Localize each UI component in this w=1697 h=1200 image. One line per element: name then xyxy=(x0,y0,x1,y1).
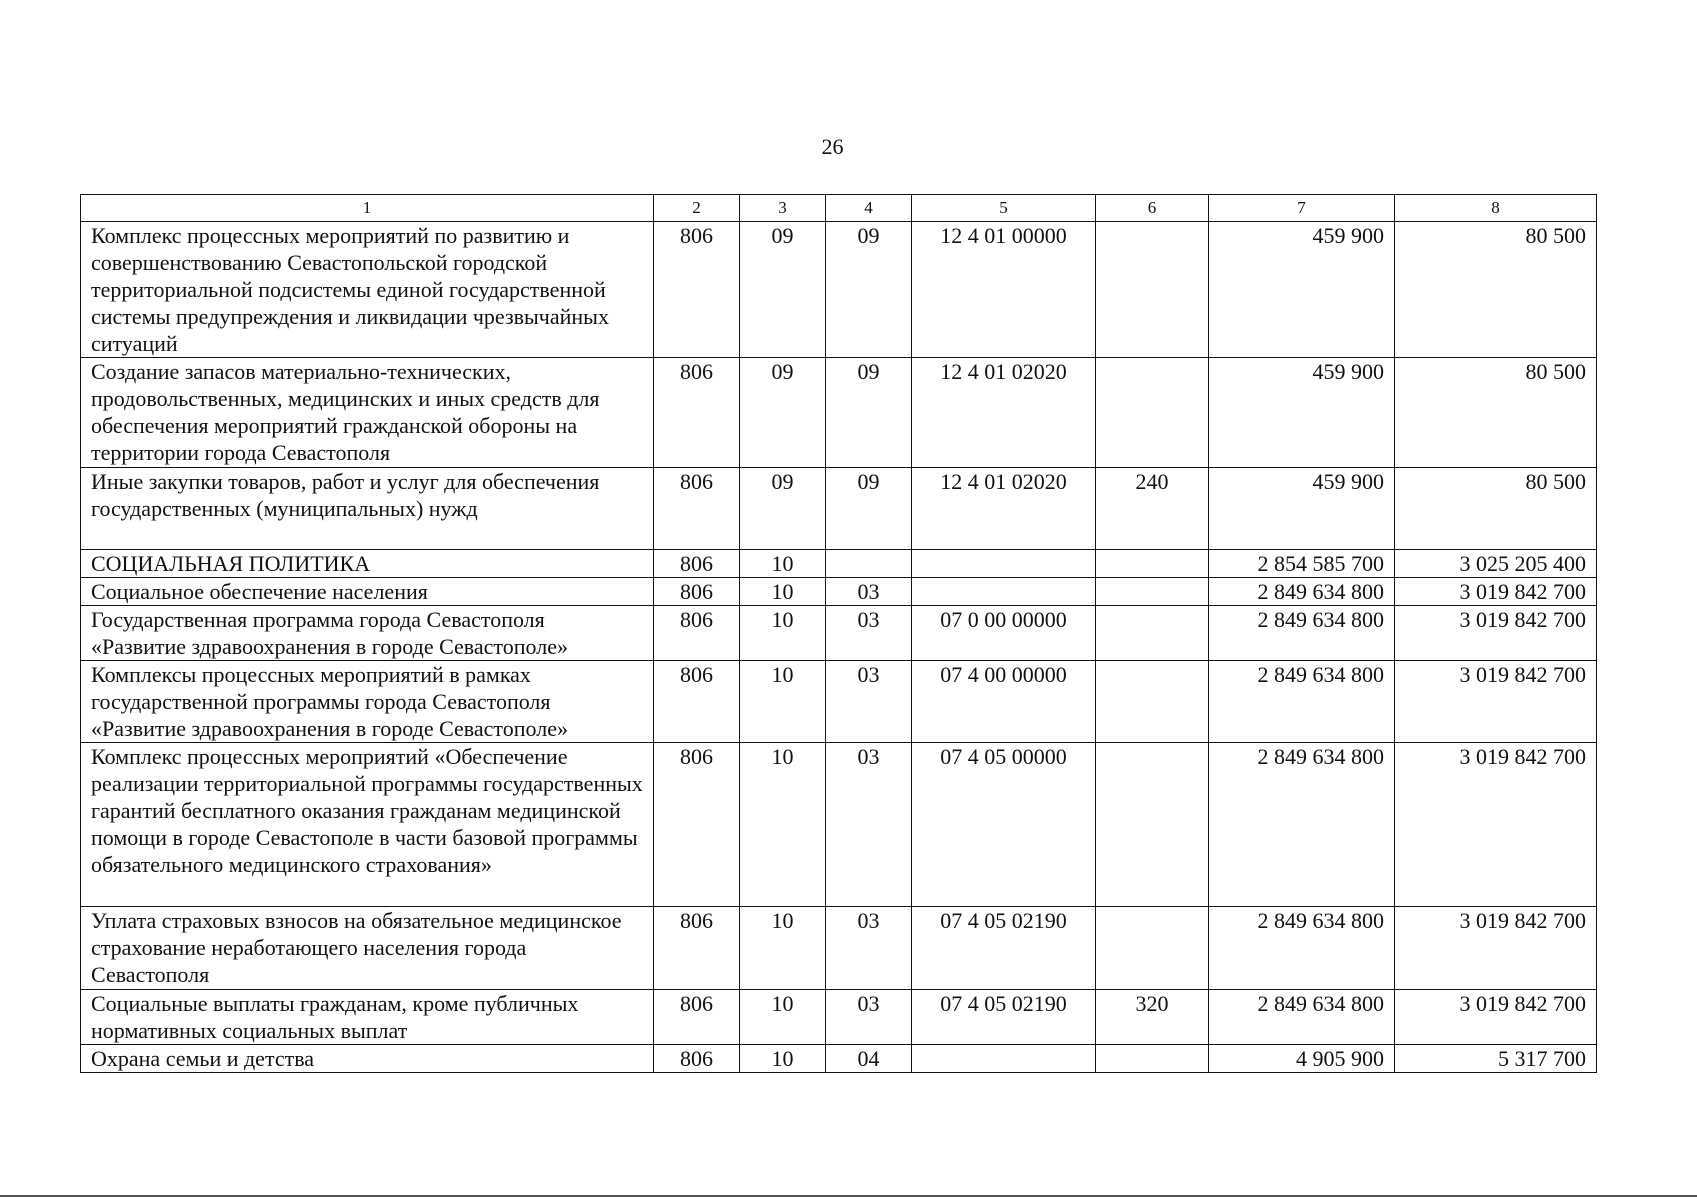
cell-col-4: 09 xyxy=(826,222,912,358)
cell-col-7: 459 900 xyxy=(1209,358,1395,468)
cell-col-2: 806 xyxy=(654,606,740,661)
cell-col-4: 03 xyxy=(826,743,912,907)
row-name: Комплекс процессных мероприятий «Обеспечение реализации территориальной программы государственных гарантий бесплатного оказания гражданам медицинской помощи в городе Севастополе в части базовой программы обязательного медицинского страхования» xyxy=(81,743,654,907)
cell-col-8: 3 019 842 700 xyxy=(1395,907,1597,990)
budget-table xyxy=(80,194,1597,1073)
column-header-8: 8 xyxy=(1395,195,1597,222)
cell-col-3: 09 xyxy=(740,222,826,358)
cell-col-5: 07 0 00 00000 xyxy=(912,606,1096,661)
cell-col-2: 806 xyxy=(654,1045,740,1073)
cell-col-3: 10 xyxy=(740,606,826,661)
cell-col-5 xyxy=(912,578,1096,606)
cell-col-2: 806 xyxy=(654,990,740,1045)
cell-col-5 xyxy=(912,550,1096,578)
cell-col-8: 3 019 842 700 xyxy=(1395,743,1597,907)
column-header-7: 7 xyxy=(1209,195,1395,222)
cell-col-4: 03 xyxy=(826,990,912,1045)
cell-col-3: 10 xyxy=(740,907,826,990)
cell-col-2: 806 xyxy=(654,358,740,468)
cell-col-4 xyxy=(826,550,912,578)
cell-col-2: 806 xyxy=(654,468,740,550)
cell-col-4: 04 xyxy=(826,1045,912,1073)
cell-col-6 xyxy=(1096,578,1209,606)
cell-col-3: 10 xyxy=(740,578,826,606)
table-row xyxy=(81,578,1597,606)
cell-col-7: 2 849 634 800 xyxy=(1209,606,1395,661)
table-row xyxy=(81,661,1597,743)
cell-col-3: 10 xyxy=(740,1045,826,1073)
cell-col-5 xyxy=(912,1045,1096,1073)
cell-col-4: 03 xyxy=(826,907,912,990)
row-name: Создание запасов материально-технических, продовольственных, медицинских и иных средств для обеспечения мероприятий гражданской обороны на территории города Севастополя xyxy=(81,358,654,468)
cell-col-7: 4 905 900 xyxy=(1209,1045,1395,1073)
table-row xyxy=(81,222,1597,358)
column-header-5: 5 xyxy=(912,195,1096,222)
table-row xyxy=(81,907,1597,990)
cell-col-7: 2 849 634 800 xyxy=(1209,578,1395,606)
row-name: Социальные выплаты гражданам, кроме публичных нормативных социальных выплат xyxy=(81,990,654,1045)
cell-col-4: 09 xyxy=(826,358,912,468)
page-number: 26 xyxy=(821,134,844,159)
cell-col-2: 806 xyxy=(654,550,740,578)
row-name: Социальное обеспечение населения xyxy=(81,578,654,606)
cell-col-8: 3 019 842 700 xyxy=(1395,990,1597,1045)
cell-col-5: 12 4 01 00000 xyxy=(912,222,1096,358)
row-name: Комплексы процессных мероприятий в рамках государственной программы города Севастополя «Развитие здравоохранения в городе Севастополе» xyxy=(81,661,654,743)
cell-col-5: 07 4 00 00000 xyxy=(912,661,1096,743)
cell-col-7: 459 900 xyxy=(1209,468,1395,550)
cell-col-3: 09 xyxy=(740,468,826,550)
cell-col-2: 806 xyxy=(654,743,740,907)
cell-col-7: 2 854 585 700 xyxy=(1209,550,1395,578)
cell-col-6 xyxy=(1096,907,1209,990)
cell-col-4: 03 xyxy=(826,578,912,606)
cell-col-5: 07 4 05 02190 xyxy=(912,907,1096,990)
cell-col-8: 3 025 205 400 xyxy=(1395,550,1597,578)
cell-col-2: 806 xyxy=(654,578,740,606)
cell-col-3: 10 xyxy=(740,990,826,1045)
row-name: СОЦИАЛЬНАЯ ПОЛИТИКА xyxy=(81,550,654,578)
cell-col-3: 10 xyxy=(740,661,826,743)
cell-col-3: 09 xyxy=(740,358,826,468)
row-name: Охрана семьи и детства xyxy=(81,1045,654,1073)
cell-col-3: 10 xyxy=(740,550,826,578)
cell-col-4: 03 xyxy=(826,661,912,743)
cell-col-6: 320 xyxy=(1096,990,1209,1045)
cell-col-4: 03 xyxy=(826,606,912,661)
cell-col-6 xyxy=(1096,606,1209,661)
column-header-4: 4 xyxy=(826,195,912,222)
cell-col-7: 2 849 634 800 xyxy=(1209,990,1395,1045)
cell-col-3: 10 xyxy=(740,743,826,907)
column-header-2: 2 xyxy=(654,195,740,222)
column-header-1: 1 xyxy=(81,195,654,222)
cell-col-7: 2 849 634 800 xyxy=(1209,907,1395,990)
table-row xyxy=(81,550,1597,578)
cell-col-5: 12 4 01 02020 xyxy=(912,468,1096,550)
cell-col-8: 5 317 700 xyxy=(1395,1045,1597,1073)
cell-col-2: 806 xyxy=(654,222,740,358)
row-name: Государственная программа города Севастополя «Развитие здравоохранения в городе Севастополе» xyxy=(81,606,654,661)
row-name: Иные закупки товаров, работ и услуг для обеспечения государственных (муниципальных) нужд xyxy=(81,468,654,550)
row-name: Уплата страховых взносов на обязательное медицинское страхование неработающего населения города Севастополя xyxy=(81,907,654,990)
cell-col-8: 80 500 xyxy=(1395,358,1597,468)
cell-col-6 xyxy=(1096,743,1209,907)
column-header-3: 3 xyxy=(740,195,826,222)
table-row xyxy=(81,1045,1597,1073)
table-row xyxy=(81,358,1597,468)
cell-col-6: 240 xyxy=(1096,468,1209,550)
cell-col-8: 3 019 842 700 xyxy=(1395,606,1597,661)
cell-col-8: 3 019 842 700 xyxy=(1395,661,1597,743)
table-row xyxy=(81,468,1597,550)
cell-col-4: 09 xyxy=(826,468,912,550)
row-name: Комплекс процессных мероприятий по развитию и совершенствованию Севастопольской городской территориальной подсистемы единой государственной системы предупреждения и ликвидации чрезвычайных ситуаций xyxy=(81,222,654,358)
table-row xyxy=(81,606,1597,661)
cell-col-8: 80 500 xyxy=(1395,222,1597,358)
cell-col-7: 2 849 634 800 xyxy=(1209,743,1395,907)
cell-col-2: 806 xyxy=(654,661,740,743)
cell-col-5: 07 4 05 00000 xyxy=(912,743,1096,907)
cell-col-6 xyxy=(1096,222,1209,358)
cell-col-8: 3 019 842 700 xyxy=(1395,578,1597,606)
header-row xyxy=(81,195,1597,222)
scan-edge-line xyxy=(0,1195,1697,1197)
cell-col-7: 2 849 634 800 xyxy=(1209,661,1395,743)
cell-col-7: 459 900 xyxy=(1209,222,1395,358)
cell-col-5: 12 4 01 02020 xyxy=(912,358,1096,468)
cell-col-6 xyxy=(1096,358,1209,468)
cell-col-6 xyxy=(1096,550,1209,578)
column-header-6: 6 xyxy=(1096,195,1209,222)
cell-col-2: 806 xyxy=(654,907,740,990)
cell-col-6 xyxy=(1096,1045,1209,1073)
cell-col-5: 07 4 05 02190 xyxy=(912,990,1096,1045)
table-row xyxy=(81,990,1597,1045)
cell-col-6 xyxy=(1096,661,1209,743)
cell-col-8: 80 500 xyxy=(1395,468,1597,550)
table-row xyxy=(81,743,1597,907)
